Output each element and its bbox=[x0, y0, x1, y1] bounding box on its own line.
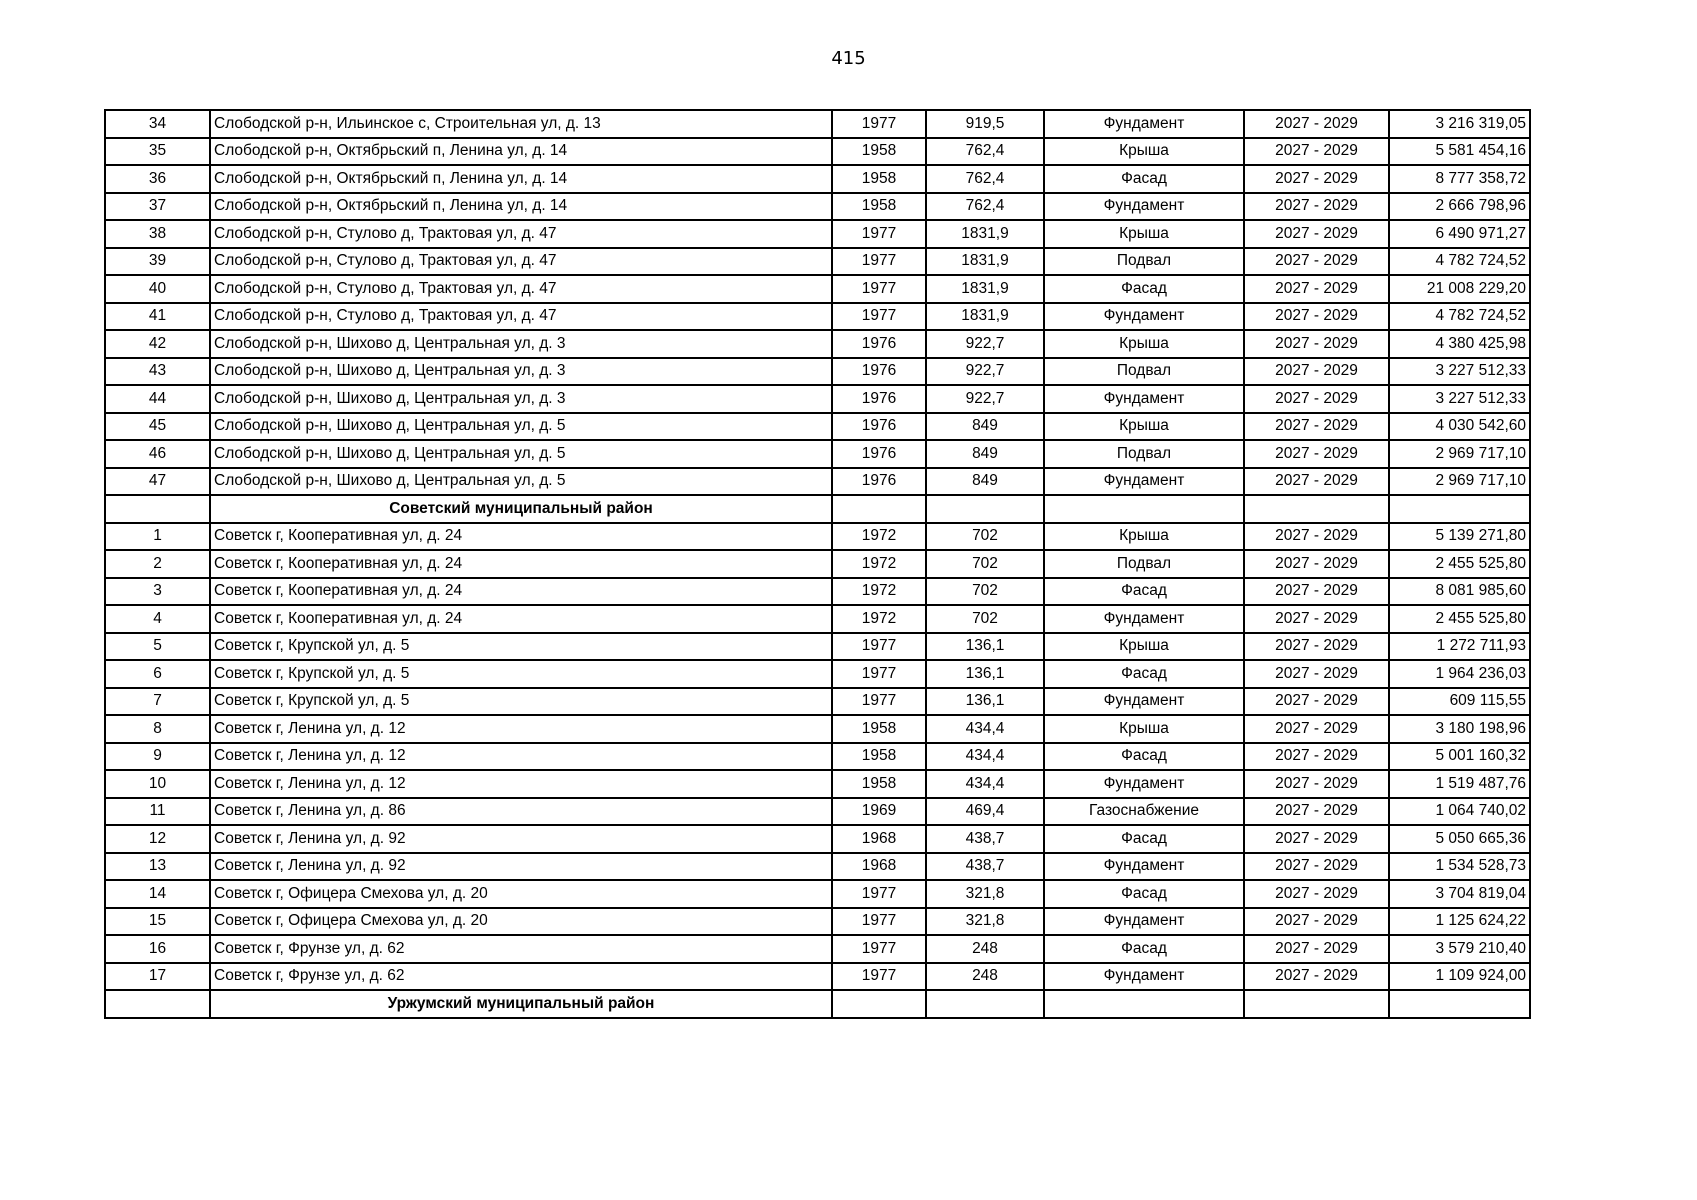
year-cell: 1977 bbox=[832, 110, 926, 138]
period-cell: 2027 - 2029 bbox=[1244, 220, 1389, 248]
area-cell: 702 bbox=[926, 578, 1044, 606]
address-cell: Советск г, Кооперативная ул, д. 24 bbox=[210, 605, 832, 633]
period-cell: 2027 - 2029 bbox=[1244, 523, 1389, 551]
period-cell: 2027 - 2029 bbox=[1244, 550, 1389, 578]
empty-cell bbox=[1044, 495, 1244, 523]
period-cell: 2027 - 2029 bbox=[1244, 935, 1389, 963]
section-header-row bbox=[105, 990, 1530, 1018]
work-type-cell: Фасад bbox=[1044, 165, 1244, 193]
work-type-cell: Подвал bbox=[1044, 248, 1244, 276]
period-cell: 2027 - 2029 bbox=[1244, 385, 1389, 413]
cost-cell: 3 227 512,33 bbox=[1389, 358, 1530, 386]
area-cell: 434,4 bbox=[926, 770, 1044, 798]
table-row bbox=[105, 853, 1530, 881]
period-cell: 2027 - 2029 bbox=[1244, 193, 1389, 221]
row-number: 42 bbox=[105, 330, 210, 358]
cost-cell: 609 115,55 bbox=[1389, 688, 1530, 716]
address-cell: Советск г, Ленина ул, д. 86 bbox=[210, 798, 832, 826]
address-cell: Советск г, Офицера Смехова ул, д. 20 bbox=[210, 880, 832, 908]
row-number bbox=[105, 990, 210, 1018]
area-cell: 922,7 bbox=[926, 358, 1044, 386]
work-type-cell: Подвал bbox=[1044, 440, 1244, 468]
cost-cell: 2 455 525,80 bbox=[1389, 550, 1530, 578]
year-cell: 1977 bbox=[832, 935, 926, 963]
period-cell: 2027 - 2029 bbox=[1244, 660, 1389, 688]
period-cell: 2027 - 2029 bbox=[1244, 880, 1389, 908]
year-cell: 1977 bbox=[832, 908, 926, 936]
table-row bbox=[105, 798, 1530, 826]
address-cell: Слободской р-н, Шихово д, Центральная ул, д. 3 bbox=[210, 330, 832, 358]
work-type-cell: Фундамент bbox=[1044, 385, 1244, 413]
period-cell: 2027 - 2029 bbox=[1244, 413, 1389, 441]
empty-cell bbox=[1244, 990, 1389, 1018]
year-cell: 1977 bbox=[832, 660, 926, 688]
work-type-cell: Фасад bbox=[1044, 743, 1244, 771]
cost-cell: 8 777 358,72 bbox=[1389, 165, 1530, 193]
work-type-cell: Фундамент bbox=[1044, 193, 1244, 221]
table-row bbox=[105, 880, 1530, 908]
cost-cell: 4 380 425,98 bbox=[1389, 330, 1530, 358]
work-type-cell: Крыша bbox=[1044, 330, 1244, 358]
empty-cell bbox=[926, 495, 1044, 523]
period-cell: 2027 - 2029 bbox=[1244, 633, 1389, 661]
address-cell: Советск г, Ленина ул, д. 12 bbox=[210, 770, 832, 798]
year-cell: 1976 bbox=[832, 330, 926, 358]
cost-cell: 6 490 971,27 bbox=[1389, 220, 1530, 248]
year-cell: 1968 bbox=[832, 825, 926, 853]
year-cell: 1969 bbox=[832, 798, 926, 826]
empty-cell bbox=[1044, 990, 1244, 1018]
year-cell: 1958 bbox=[832, 743, 926, 771]
address-cell: Советск г, Офицера Смехова ул, д. 20 bbox=[210, 908, 832, 936]
cost-cell: 1 519 487,76 bbox=[1389, 770, 1530, 798]
address-cell: Слободской р-н, Шихово д, Центральная ул, д. 5 bbox=[210, 440, 832, 468]
work-type-cell: Подвал bbox=[1044, 358, 1244, 386]
empty-cell bbox=[926, 990, 1044, 1018]
year-cell: 1958 bbox=[832, 138, 926, 166]
cost-cell: 8 081 985,60 bbox=[1389, 578, 1530, 606]
empty-cell bbox=[1389, 495, 1530, 523]
year-cell: 1977 bbox=[832, 963, 926, 991]
work-type-cell: Фундамент bbox=[1044, 110, 1244, 138]
area-cell: 849 bbox=[926, 413, 1044, 441]
cost-cell: 3 704 819,04 bbox=[1389, 880, 1530, 908]
year-cell: 1977 bbox=[832, 633, 926, 661]
row-number: 14 bbox=[105, 880, 210, 908]
area-cell: 762,4 bbox=[926, 165, 1044, 193]
area-cell: 922,7 bbox=[926, 330, 1044, 358]
year-cell: 1977 bbox=[832, 688, 926, 716]
year-cell: 1977 bbox=[832, 220, 926, 248]
cost-cell: 5 139 271,80 bbox=[1389, 523, 1530, 551]
row-number: 35 bbox=[105, 138, 210, 166]
area-cell: 136,1 bbox=[926, 688, 1044, 716]
table-row bbox=[105, 935, 1530, 963]
empty-cell bbox=[1389, 990, 1530, 1018]
work-type-cell: Фасад bbox=[1044, 825, 1244, 853]
registry-table bbox=[104, 109, 1531, 1019]
cost-cell: 1 272 711,93 bbox=[1389, 633, 1530, 661]
address-cell: Слободской р-н, Стулово д, Трактовая ул, д. 47 bbox=[210, 248, 832, 276]
area-cell: 438,7 bbox=[926, 825, 1044, 853]
area-cell: 136,1 bbox=[926, 660, 1044, 688]
table-row bbox=[105, 193, 1530, 221]
section-title: Уржумский муниципальный район bbox=[210, 990, 832, 1018]
address-cell: Слободской р-н, Шихово д, Центральная ул, д. 3 bbox=[210, 358, 832, 386]
period-cell: 2027 - 2029 bbox=[1244, 825, 1389, 853]
row-number: 6 bbox=[105, 660, 210, 688]
area-cell: 849 bbox=[926, 440, 1044, 468]
address-cell: Советск г, Ленина ул, д. 92 bbox=[210, 825, 832, 853]
area-cell: 762,4 bbox=[926, 193, 1044, 221]
work-type-cell: Фундамент bbox=[1044, 770, 1244, 798]
cost-cell: 2 969 717,10 bbox=[1389, 468, 1530, 496]
table-row bbox=[105, 908, 1530, 936]
year-cell: 1977 bbox=[832, 880, 926, 908]
area-cell: 702 bbox=[926, 523, 1044, 551]
period-cell: 2027 - 2029 bbox=[1244, 908, 1389, 936]
row-number: 16 bbox=[105, 935, 210, 963]
row-number: 38 bbox=[105, 220, 210, 248]
address-cell: Советск г, Крупской ул, д. 5 bbox=[210, 688, 832, 716]
address-cell: Слободской р-н, Шихово д, Центральная ул, д. 3 bbox=[210, 385, 832, 413]
area-cell: 1831,9 bbox=[926, 303, 1044, 331]
year-cell: 1958 bbox=[832, 770, 926, 798]
area-cell: 1831,9 bbox=[926, 220, 1044, 248]
row-number: 37 bbox=[105, 193, 210, 221]
work-type-cell: Крыша bbox=[1044, 633, 1244, 661]
work-type-cell: Фундамент bbox=[1044, 303, 1244, 331]
period-cell: 2027 - 2029 bbox=[1244, 330, 1389, 358]
row-number: 13 bbox=[105, 853, 210, 881]
cost-cell: 2 666 798,96 bbox=[1389, 193, 1530, 221]
cost-cell: 2 455 525,80 bbox=[1389, 605, 1530, 633]
table-row bbox=[105, 578, 1530, 606]
area-cell: 702 bbox=[926, 605, 1044, 633]
year-cell: 1972 bbox=[832, 550, 926, 578]
section-title: Советский муниципальный район bbox=[210, 495, 832, 523]
empty-cell bbox=[832, 495, 926, 523]
work-type-cell: Фасад bbox=[1044, 880, 1244, 908]
work-type-cell: Фундамент bbox=[1044, 605, 1244, 633]
table-row bbox=[105, 633, 1530, 661]
area-cell: 849 bbox=[926, 468, 1044, 496]
area-cell: 434,4 bbox=[926, 715, 1044, 743]
cost-cell: 3 579 210,40 bbox=[1389, 935, 1530, 963]
row-number: 11 bbox=[105, 798, 210, 826]
table-row bbox=[105, 440, 1530, 468]
table-row bbox=[105, 550, 1530, 578]
work-type-cell: Крыша bbox=[1044, 220, 1244, 248]
area-cell: 469,4 bbox=[926, 798, 1044, 826]
work-type-cell: Фасад bbox=[1044, 660, 1244, 688]
year-cell: 1958 bbox=[832, 193, 926, 221]
address-cell: Советск г, Кооперативная ул, д. 24 bbox=[210, 523, 832, 551]
table-row bbox=[105, 385, 1530, 413]
year-cell: 1976 bbox=[832, 468, 926, 496]
year-cell: 1968 bbox=[832, 853, 926, 881]
cost-cell: 4 782 724,52 bbox=[1389, 248, 1530, 276]
address-cell: Советск г, Крупской ул, д. 5 bbox=[210, 660, 832, 688]
address-cell: Слободской р-н, Шихово д, Центральная ул, д. 5 bbox=[210, 413, 832, 441]
cost-cell: 1 534 528,73 bbox=[1389, 853, 1530, 881]
area-cell: 922,7 bbox=[926, 385, 1044, 413]
table-row bbox=[105, 468, 1530, 496]
row-number: 44 bbox=[105, 385, 210, 413]
work-type-cell: Крыша bbox=[1044, 523, 1244, 551]
area-cell: 1831,9 bbox=[926, 275, 1044, 303]
area-cell: 321,8 bbox=[926, 880, 1044, 908]
work-type-cell: Фасад bbox=[1044, 578, 1244, 606]
address-cell: Советск г, Кооперативная ул, д. 24 bbox=[210, 550, 832, 578]
address-cell: Советск г, Ленина ул, д. 12 bbox=[210, 715, 832, 743]
work-type-cell: Газоснабжение bbox=[1044, 798, 1244, 826]
period-cell: 2027 - 2029 bbox=[1244, 248, 1389, 276]
cost-cell: 1 064 740,02 bbox=[1389, 798, 1530, 826]
period-cell: 2027 - 2029 bbox=[1244, 358, 1389, 386]
cost-cell: 4 030 542,60 bbox=[1389, 413, 1530, 441]
address-cell: Слободской р-н, Стулово д, Трактовая ул, д. 47 bbox=[210, 303, 832, 331]
address-cell: Слободской р-н, Октябрьский п, Ленина ул, д. 14 bbox=[210, 165, 832, 193]
work-type-cell: Крыша bbox=[1044, 413, 1244, 441]
work-type-cell: Фасад bbox=[1044, 275, 1244, 303]
period-cell: 2027 - 2029 bbox=[1244, 303, 1389, 331]
row-number: 15 bbox=[105, 908, 210, 936]
table-row bbox=[105, 605, 1530, 633]
page-number: 415 bbox=[831, 48, 866, 69]
address-cell: Слободской р-н, Ильинское с, Строительная ул, д. 13 bbox=[210, 110, 832, 138]
table-row bbox=[105, 413, 1530, 441]
period-cell: 2027 - 2029 bbox=[1244, 743, 1389, 771]
row-number: 40 bbox=[105, 275, 210, 303]
area-cell: 434,4 bbox=[926, 743, 1044, 771]
address-cell: Советск г, Крупской ул, д. 5 bbox=[210, 633, 832, 661]
table-row bbox=[105, 303, 1530, 331]
row-number: 2 bbox=[105, 550, 210, 578]
area-cell: 321,8 bbox=[926, 908, 1044, 936]
row-number: 36 bbox=[105, 165, 210, 193]
address-cell: Слободской р-н, Октябрьский п, Ленина ул, д. 14 bbox=[210, 193, 832, 221]
address-cell: Советск г, Ленина ул, д. 92 bbox=[210, 853, 832, 881]
work-type-cell: Фундамент bbox=[1044, 963, 1244, 991]
table-row bbox=[105, 138, 1530, 166]
period-cell: 2027 - 2029 bbox=[1244, 440, 1389, 468]
table-row bbox=[105, 275, 1530, 303]
period-cell: 2027 - 2029 bbox=[1244, 605, 1389, 633]
period-cell: 2027 - 2029 bbox=[1244, 578, 1389, 606]
period-cell: 2027 - 2029 bbox=[1244, 110, 1389, 138]
year-cell: 1976 bbox=[832, 413, 926, 441]
row-number: 17 bbox=[105, 963, 210, 991]
year-cell: 1976 bbox=[832, 385, 926, 413]
area-cell: 919,5 bbox=[926, 110, 1044, 138]
cost-cell: 21 008 229,20 bbox=[1389, 275, 1530, 303]
period-cell: 2027 - 2029 bbox=[1244, 715, 1389, 743]
table-row bbox=[105, 715, 1530, 743]
cost-cell: 3 216 319,05 bbox=[1389, 110, 1530, 138]
row-number: 47 bbox=[105, 468, 210, 496]
row-number: 3 bbox=[105, 578, 210, 606]
area-cell: 438,7 bbox=[926, 853, 1044, 881]
year-cell: 1977 bbox=[832, 275, 926, 303]
section-header-row bbox=[105, 495, 1530, 523]
address-cell: Слободской р-н, Шихово д, Центральная ул, д. 5 bbox=[210, 468, 832, 496]
period-cell: 2027 - 2029 bbox=[1244, 798, 1389, 826]
table-row bbox=[105, 660, 1530, 688]
address-cell: Слободской р-н, Октябрьский п, Ленина ул, д. 14 bbox=[210, 138, 832, 166]
year-cell: 1977 bbox=[832, 303, 926, 331]
row-number: 46 bbox=[105, 440, 210, 468]
address-cell: Слободской р-н, Стулово д, Трактовая ул, д. 47 bbox=[210, 220, 832, 248]
row-number: 4 bbox=[105, 605, 210, 633]
year-cell: 1972 bbox=[832, 578, 926, 606]
table-row bbox=[105, 165, 1530, 193]
table-row bbox=[105, 770, 1530, 798]
year-cell: 1977 bbox=[832, 248, 926, 276]
period-cell: 2027 - 2029 bbox=[1244, 688, 1389, 716]
year-cell: 1972 bbox=[832, 523, 926, 551]
table-row bbox=[105, 220, 1530, 248]
year-cell: 1972 bbox=[832, 605, 926, 633]
period-cell: 2027 - 2029 bbox=[1244, 275, 1389, 303]
table-row bbox=[105, 688, 1530, 716]
cost-cell: 1 125 624,22 bbox=[1389, 908, 1530, 936]
row-number: 45 bbox=[105, 413, 210, 441]
area-cell: 1831,9 bbox=[926, 248, 1044, 276]
cost-cell: 3 227 512,33 bbox=[1389, 385, 1530, 413]
cost-cell: 5 050 665,36 bbox=[1389, 825, 1530, 853]
row-number: 10 bbox=[105, 770, 210, 798]
period-cell: 2027 - 2029 bbox=[1244, 138, 1389, 166]
registry-body bbox=[105, 110, 1530, 1018]
row-number: 9 bbox=[105, 743, 210, 771]
year-cell: 1976 bbox=[832, 358, 926, 386]
area-cell: 762,4 bbox=[926, 138, 1044, 166]
address-cell: Слободской р-н, Стулово д, Трактовая ул, д. 47 bbox=[210, 275, 832, 303]
work-type-cell: Фундамент bbox=[1044, 688, 1244, 716]
cost-cell: 1 964 236,03 bbox=[1389, 660, 1530, 688]
period-cell: 2027 - 2029 bbox=[1244, 963, 1389, 991]
empty-cell bbox=[832, 990, 926, 1018]
work-type-cell: Крыша bbox=[1044, 715, 1244, 743]
year-cell: 1958 bbox=[832, 715, 926, 743]
cost-cell: 5 001 160,32 bbox=[1389, 743, 1530, 771]
area-cell: 248 bbox=[926, 963, 1044, 991]
row-number: 12 bbox=[105, 825, 210, 853]
empty-cell bbox=[1244, 495, 1389, 523]
work-type-cell: Фундамент bbox=[1044, 908, 1244, 936]
work-type-cell: Крыша bbox=[1044, 138, 1244, 166]
period-cell: 2027 - 2029 bbox=[1244, 770, 1389, 798]
address-cell: Советск г, Фрунзе ул, д. 62 bbox=[210, 935, 832, 963]
table-row bbox=[105, 523, 1530, 551]
address-cell: Советск г, Кооперативная ул, д. 24 bbox=[210, 578, 832, 606]
work-type-cell: Подвал bbox=[1044, 550, 1244, 578]
table-row bbox=[105, 825, 1530, 853]
year-cell: 1958 bbox=[832, 165, 926, 193]
table-row bbox=[105, 248, 1530, 276]
address-cell: Советск г, Фрунзе ул, д. 62 bbox=[210, 963, 832, 991]
cost-cell: 1 109 924,00 bbox=[1389, 963, 1530, 991]
row-number bbox=[105, 495, 210, 523]
row-number: 39 bbox=[105, 248, 210, 276]
work-type-cell: Фундамент bbox=[1044, 468, 1244, 496]
cost-cell: 2 969 717,10 bbox=[1389, 440, 1530, 468]
table-row bbox=[105, 743, 1530, 771]
period-cell: 2027 - 2029 bbox=[1244, 853, 1389, 881]
row-number: 34 bbox=[105, 110, 210, 138]
area-cell: 702 bbox=[926, 550, 1044, 578]
work-type-cell: Фасад bbox=[1044, 935, 1244, 963]
area-cell: 136,1 bbox=[926, 633, 1044, 661]
table-row bbox=[105, 358, 1530, 386]
period-cell: 2027 - 2029 bbox=[1244, 165, 1389, 193]
address-cell: Советск г, Ленина ул, д. 12 bbox=[210, 743, 832, 771]
year-cell: 1976 bbox=[832, 440, 926, 468]
cost-cell: 5 581 454,16 bbox=[1389, 138, 1530, 166]
row-number: 5 bbox=[105, 633, 210, 661]
row-number: 43 bbox=[105, 358, 210, 386]
table-row bbox=[105, 110, 1530, 138]
work-type-cell: Фундамент bbox=[1044, 853, 1244, 881]
table-row bbox=[105, 330, 1530, 358]
row-number: 8 bbox=[105, 715, 210, 743]
period-cell: 2027 - 2029 bbox=[1244, 468, 1389, 496]
row-number: 41 bbox=[105, 303, 210, 331]
row-number: 7 bbox=[105, 688, 210, 716]
cost-cell: 4 782 724,52 bbox=[1389, 303, 1530, 331]
cost-cell: 3 180 198,96 bbox=[1389, 715, 1530, 743]
row-number: 1 bbox=[105, 523, 210, 551]
area-cell: 248 bbox=[926, 935, 1044, 963]
table-row bbox=[105, 963, 1530, 991]
